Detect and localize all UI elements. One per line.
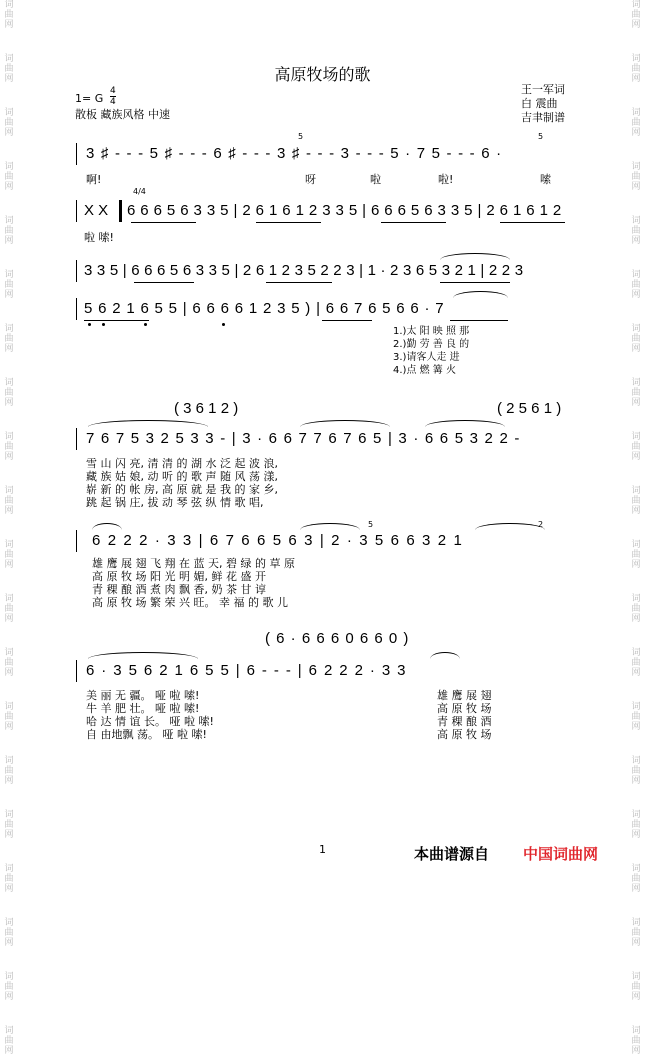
watermark-char: 词 (4, 702, 14, 712)
meter-change: 4/4 (133, 187, 146, 196)
watermark-char: 词 (631, 162, 641, 172)
watermark-char: 曲 (631, 604, 641, 614)
watermark-char: 曲 (4, 820, 14, 830)
source-label: 本曲谱源自 (414, 845, 490, 863)
verse-2-intro: 2.)勤 劳 善 良 的 (393, 339, 470, 350)
lyric-7a-v1: 美 丽 无 疆。 哑 啦 嗦! (86, 689, 200, 702)
lyric-5-v2: 藏 族 姑 娘, 动 听 的 歌 声 随 风 荡 漾, (86, 470, 278, 483)
slur (300, 523, 360, 530)
watermark-char: 网 (4, 992, 14, 1002)
beam (440, 282, 510, 283)
time-signature (110, 86, 116, 107)
barline (76, 298, 77, 320)
watermark-char: 词 (4, 378, 14, 388)
watermark-char: 词 (4, 756, 14, 766)
score-head-2: X X (84, 202, 109, 219)
watermark-char: 词 (631, 54, 641, 64)
grace-note: 2 (538, 520, 544, 529)
watermark-char: 网 (4, 560, 14, 570)
watermark-char: 词 (631, 486, 641, 496)
lyric-7b-v1: 雄 鹰 展 翅 (437, 689, 492, 702)
watermark-char: 网 (631, 560, 641, 570)
watermark-char: 网 (4, 20, 14, 30)
watermark-char: 词 (631, 432, 641, 442)
watermark-char: 网 (631, 614, 641, 624)
watermark-char: 网 (4, 182, 14, 192)
site-link[interactable]: 中国词曲网 (523, 845, 599, 863)
repeat-barline (119, 200, 122, 222)
lyric-line-1d: 啦! (438, 173, 454, 186)
watermark-char: 词 (4, 270, 14, 280)
watermark-char: 网 (4, 722, 14, 732)
slur (88, 420, 208, 427)
watermark-char: 曲 (4, 388, 14, 398)
slur (453, 291, 508, 298)
watermark-char: 曲 (4, 496, 14, 506)
watermark-char: 曲 (631, 280, 641, 290)
watermark-char: 网 (631, 668, 641, 678)
grace-note: 5 (298, 132, 304, 141)
barline (76, 660, 77, 682)
lyric-block-7a (86, 689, 214, 741)
time-top: 4 (110, 86, 116, 96)
watermark-char: 网 (4, 830, 14, 840)
watermark-char: 曲 (631, 820, 641, 830)
watermark-char: 网 (4, 236, 14, 246)
watermark-char: 曲 (4, 604, 14, 614)
barline (76, 260, 77, 282)
notator: 吉聿制谱 (521, 111, 565, 124)
watermark-char: 词 (4, 432, 14, 442)
watermark-char: 词 (631, 918, 641, 928)
watermark-char: 曲 (631, 334, 641, 344)
verse-3-intro: 3.)请客人走 进 (393, 352, 460, 363)
watermark-char: 曲 (4, 982, 14, 992)
watermark-char: 曲 (4, 712, 14, 722)
watermark-right (629, 0, 643, 1056)
watermark-char: 网 (631, 182, 641, 192)
score-line-7: 6 · 3 5 6 2 1 6 5 5 | 6 - - - | 6 2 2 2 · 3 3 (86, 662, 407, 679)
watermark-char: 曲 (631, 550, 641, 560)
beam (450, 320, 508, 321)
watermark-char: 词 (4, 216, 14, 226)
watermark-char: 曲 (4, 280, 14, 290)
tempo-marking: 散板 藏族风格 中速 (75, 108, 170, 121)
watermark-char: 曲 (631, 658, 641, 668)
watermark-char: 词 (4, 486, 14, 496)
slur (92, 523, 122, 530)
score-line-6: 6 2 2 2 · 3 3 | 6 7 6 6 5 6 3 | 2 · 3 5 6 6 3 2 1 (92, 532, 464, 549)
watermark-char: 曲 (631, 1036, 641, 1046)
watermark-char: 词 (631, 648, 641, 658)
song-title: 高原牧场的歌 (274, 65, 371, 84)
watermark-char: 曲 (631, 226, 641, 236)
watermark-char: 词 (631, 756, 641, 766)
lyric-6-v4: 高 原 牧 场 繁 荣 兴 旺。 幸 福 的 歌 儿 (92, 596, 288, 609)
watermark-char: 曲 (4, 334, 14, 344)
key-signature (75, 92, 103, 106)
watermark-char: 曲 (631, 388, 641, 398)
watermark-char: 网 (4, 884, 14, 894)
watermark-char: 曲 (4, 172, 14, 182)
watermark-char: 曲 (631, 118, 641, 128)
lower-octave-dot (88, 323, 91, 326)
lyric-5-v3: 崭 新 的 帐 房, 高 原 就 是 我 的 家 乡, (86, 483, 278, 496)
watermark-char: 曲 (4, 10, 14, 20)
key-label: 1= G (75, 92, 104, 105)
score-line-1: 3 ♯ - - - 5 ♯ - - - 6 ♯ - - - 3 ♯ - - - 3 - - - 5 · 7 5 - - - 6 · (86, 145, 503, 162)
barline (76, 200, 77, 222)
beam (256, 222, 321, 223)
grace-note: 5 (368, 520, 374, 529)
slur (425, 420, 505, 427)
watermark-char: 词 (4, 594, 14, 604)
watermark-char: 词 (4, 108, 14, 118)
credits (521, 83, 565, 125)
watermark-char: 词 (631, 216, 641, 226)
watermark-char: 曲 (631, 10, 641, 20)
watermark-char: 词 (4, 648, 14, 658)
score-line-3: 3 3 5 | 6 6 6 5 6 3 3 5 | 2 6 1 2 3 5 2 2 3 | 1 · 2 3 6 5 3 2 1 | 2 2 3 (84, 262, 524, 279)
parenthetical-a: ( 3 6 1 2 ) (174, 400, 239, 417)
watermark-char: 曲 (631, 928, 641, 938)
lyric-6-v1: 雄 鹰 展 翅 飞 翔 在 蓝 天, 碧 绿 的 草 原 (92, 557, 295, 570)
watermark-char: 网 (631, 722, 641, 732)
watermark-char: 曲 (4, 1036, 14, 1046)
beam (322, 320, 372, 321)
watermark-char: 词 (631, 540, 641, 550)
slur (88, 652, 198, 659)
watermark-char: 曲 (4, 118, 14, 128)
watermark-left (2, 0, 16, 1056)
watermark-char: 曲 (4, 874, 14, 884)
watermark-char: 曲 (4, 442, 14, 452)
watermark-char: 词 (631, 864, 641, 874)
lyric-line-2: 啦 嗦! (84, 231, 114, 244)
watermark-char: 网 (631, 1046, 641, 1056)
watermark-char: 词 (631, 594, 641, 604)
slur (300, 420, 390, 427)
watermark-char: 网 (631, 290, 641, 300)
slur (440, 253, 510, 260)
watermark-char: 网 (4, 74, 14, 84)
lyric-block-5 (86, 457, 278, 509)
grace-note: 5 (538, 132, 544, 141)
watermark-char: 曲 (4, 64, 14, 74)
watermark-char: 网 (631, 992, 641, 1002)
lyric-7b-v2: 高 原 牧 场 (437, 702, 492, 715)
beam (84, 320, 149, 321)
lyric-7b-v3: 青 稞 酿 酒 (437, 715, 492, 728)
lower-octave-dot (222, 323, 225, 326)
verse-1-intro: 1.)太 阳 映 照 那 (393, 326, 470, 337)
score-line-2: 6 6 6 5 6 3 3 5 | 2 6 1 6 1 2 3 3 5 | 6 6 6 5 6 3 3 5 | 2 6 1 6 1 2 (127, 202, 562, 219)
watermark-char: 网 (631, 398, 641, 408)
watermark-char: 词 (4, 324, 14, 334)
watermark-char: 网 (4, 506, 14, 516)
watermark-char: 词 (631, 324, 641, 334)
lyric-line-1b: 呀 (305, 173, 316, 186)
watermark-char: 词 (631, 1026, 641, 1036)
lyricist: 王一军词 (521, 83, 565, 96)
lyric-line-1e: 嗦 (540, 173, 551, 186)
watermark-char: 曲 (631, 766, 641, 776)
watermark-char: 词 (4, 864, 14, 874)
watermark-char: 曲 (4, 928, 14, 938)
watermark-char: 网 (631, 452, 641, 462)
barline (76, 143, 77, 165)
beam (134, 282, 194, 283)
lyric-6-v2: 高 原 牧 场 阳 光 明 媚, 鲜 花 盛 开 (92, 570, 266, 583)
watermark-char: 网 (4, 128, 14, 138)
watermark-char: 曲 (4, 658, 14, 668)
watermark-char: 曲 (4, 766, 14, 776)
watermark-char: 词 (4, 918, 14, 928)
lower-octave-dot (144, 323, 147, 326)
barline (76, 428, 77, 450)
watermark-char: 词 (631, 270, 641, 280)
slur (430, 652, 460, 659)
lyric-7a-v3: 哈 达 情 谊 长。 哑 啦 嗦! (86, 715, 214, 728)
parenthetical-c: ( 6 · 6 6 6 0 6 6 0 ) (265, 630, 410, 647)
lyric-block-6 (92, 557, 295, 609)
watermark-char: 词 (631, 810, 641, 820)
watermark-char: 曲 (631, 982, 641, 992)
watermark-char: 词 (4, 972, 14, 982)
lyric-7a-v4: 自 由地飘 荡。 哑 啦 嗦! (86, 728, 207, 741)
beam (131, 222, 196, 223)
watermark-char: 词 (4, 54, 14, 64)
watermark-char: 网 (4, 290, 14, 300)
watermark-char: 曲 (631, 172, 641, 182)
score-line-5: 7 6 7 5 3 2 5 3 3 - | 3 · 6 6 7 7 6 7 6 5 | 3 · 6 6 5 3 2 2 - (86, 430, 521, 447)
lyric-7b-v4: 高 原 牧 场 (437, 728, 492, 741)
watermark-char: 网 (631, 830, 641, 840)
watermark-char: 网 (631, 884, 641, 894)
verse-prefix-block (393, 325, 469, 377)
watermark-char: 网 (631, 74, 641, 84)
lyric-line-1a: 啊! (86, 173, 102, 186)
watermark-char: 网 (631, 938, 641, 948)
lyric-block-7b (437, 689, 492, 741)
score-line-4: 5 6 2 1 6 5 5 | 6 6 6 6 1 2 3 5 ) | 6 6 7 6 5 6 6 · 7 (84, 300, 445, 317)
watermark-char: 曲 (631, 874, 641, 884)
watermark-char: 网 (4, 668, 14, 678)
lyric-line-1c: 啦 (370, 173, 381, 186)
watermark-char: 词 (4, 0, 14, 10)
watermark-char: 网 (4, 398, 14, 408)
lyric-7a-v2: 牛 羊 肥 壮。 哑 啦 嗦! (86, 702, 200, 715)
watermark-char: 网 (4, 1046, 14, 1056)
watermark-char: 曲 (631, 64, 641, 74)
lyric-6-v3: 青 稞 酿 酒 煮 肉 飘 香, 奶 茶 甘 谆 (92, 583, 266, 596)
watermark-char: 曲 (631, 496, 641, 506)
watermark-char: 网 (4, 614, 14, 624)
watermark-char: 词 (631, 972, 641, 982)
watermark-char: 网 (631, 506, 641, 516)
beam (266, 282, 332, 283)
barline (76, 530, 77, 552)
watermark-char: 网 (631, 344, 641, 354)
watermark-char: 网 (4, 452, 14, 462)
lower-octave-dot (102, 323, 105, 326)
beam (381, 222, 446, 223)
watermark-char: 词 (4, 540, 14, 550)
beam (500, 222, 565, 223)
watermark-char: 网 (631, 776, 641, 786)
watermark-char: 曲 (4, 226, 14, 236)
lyric-5-v4: 跳 起 锅 庄, 拔 动 琴 弦 纵 情 歌 唱, (86, 496, 264, 509)
slur (475, 523, 545, 530)
watermark-char: 网 (631, 128, 641, 138)
lyric-5-v1: 雪 山 闪 亮, 清 清 的 湖 水 泛 起 波 浪, (86, 457, 278, 470)
watermark-char: 网 (631, 20, 641, 30)
watermark-char: 曲 (631, 442, 641, 452)
watermark-char: 网 (631, 236, 641, 246)
watermark-char: 词 (4, 162, 14, 172)
watermark-char: 词 (4, 810, 14, 820)
watermark-char: 网 (4, 938, 14, 948)
watermark-char: 网 (4, 344, 14, 354)
watermark-char: 词 (631, 108, 641, 118)
watermark-char: 词 (631, 0, 641, 10)
watermark-char: 词 (631, 378, 641, 388)
verse-4-intro: 4.)点 燃 篝 火 (393, 365, 456, 376)
parenthetical-b: ( 2 5 6 1 ) (497, 400, 562, 417)
watermark-char: 词 (631, 702, 641, 712)
watermark-char: 曲 (4, 550, 14, 560)
watermark-char: 词 (4, 1026, 14, 1036)
composer: 白 震曲 (521, 97, 558, 110)
page-number: 1 (319, 843, 326, 856)
watermark-char: 网 (4, 776, 14, 786)
time-bottom: 4 (110, 97, 116, 107)
watermark-char: 曲 (631, 712, 641, 722)
